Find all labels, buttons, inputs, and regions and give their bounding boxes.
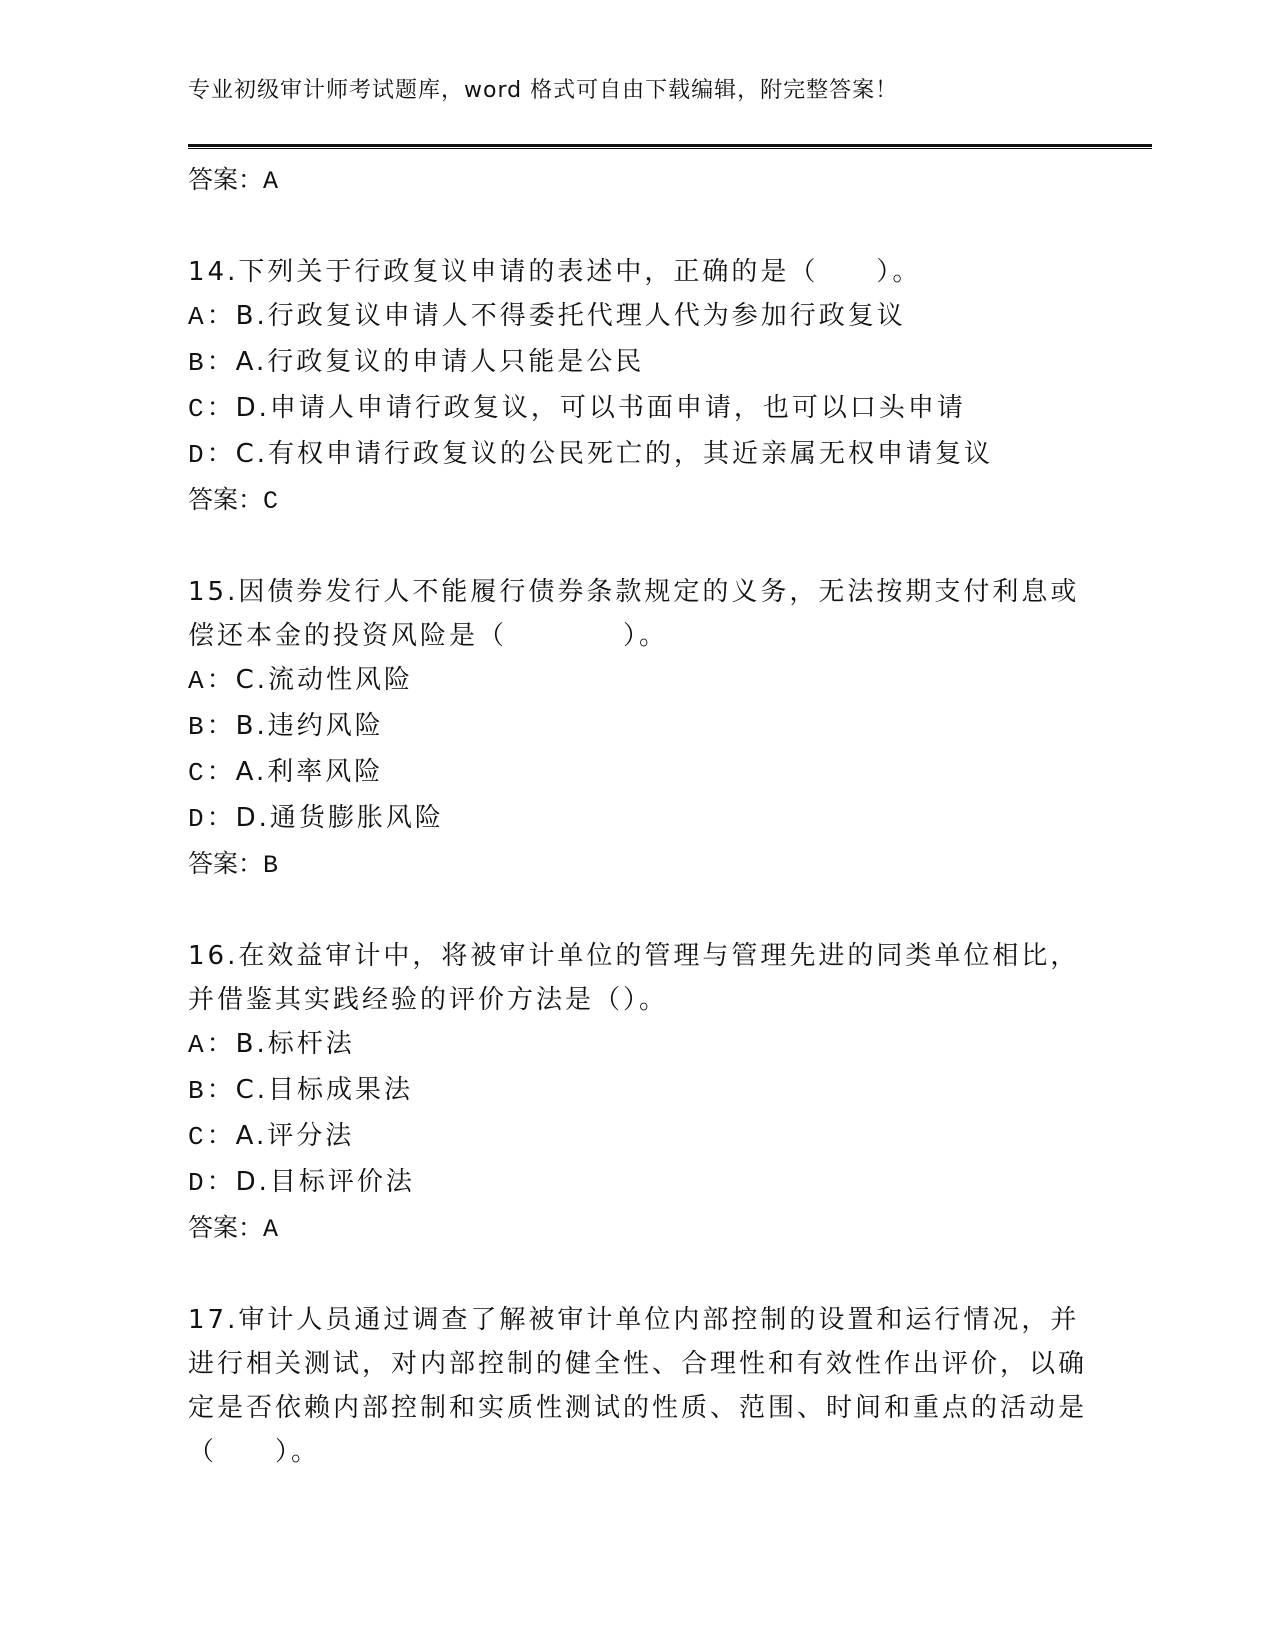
option-d	[188, 432, 1088, 478]
option-text: A.评分法	[235, 1121, 355, 1151]
option-text: A.行政复议的申请人只能是公民	[235, 347, 645, 377]
option-text: D.通货膨胀风险	[235, 803, 444, 833]
option-a	[188, 294, 1088, 340]
page-header-text: 专业初级审计师考试题库，word 格式可自由下载编辑，附完整答案！	[188, 78, 899, 103]
question-17	[188, 1298, 1088, 1474]
question-14	[188, 250, 1088, 522]
option-letter: C：	[188, 758, 236, 788]
option-text: D.目标评价法	[235, 1167, 415, 1197]
question-15	[188, 570, 1088, 886]
answer-value: B	[263, 851, 279, 880]
option-b	[188, 704, 1088, 750]
header-divider	[188, 144, 1152, 149]
option-text: A.利率风险	[235, 757, 384, 787]
option-letter: A：	[188, 302, 236, 332]
question-stem: 17.审计人员通过调查了解被审计单位内部控制的设置和运行情况，并进行相关测试，对内部控制的健全性、合理性和有效性作出评价，以确定是否依赖内部控制和实质性测试的性质、范围、时间和重点的活动是（ ）。	[188, 1305, 1088, 1467]
option-letter: C：	[188, 394, 236, 424]
answer-label: 答案：	[188, 485, 264, 514]
answer-line	[188, 842, 1088, 886]
option-d	[188, 796, 1088, 842]
question-stem: 16.在效益审计中，将被审计单位的管理与管理先进的同类单位相比，并借鉴其实践经验的评价方法是（）。	[188, 941, 1080, 1015]
option-c	[188, 750, 1088, 796]
option-a	[188, 1022, 1088, 1068]
answer-value: C	[263, 487, 279, 516]
document-body	[188, 158, 1088, 1474]
option-text: B.行政复议申请人不得委托代理人代为参加行政复议	[235, 301, 906, 331]
option-letter: A：	[188, 666, 236, 696]
option-letter: D：	[188, 440, 236, 470]
answer-line	[188, 1206, 1088, 1250]
option-text: D.申请人申请行政复议，可以书面申请，也可以口头申请	[235, 393, 966, 423]
answer-label: 答案：	[188, 1213, 264, 1242]
option-c	[188, 386, 1088, 432]
option-text: C.目标成果法	[235, 1075, 414, 1105]
option-b	[188, 340, 1088, 386]
option-letter: D：	[188, 804, 236, 834]
option-text: B.标杆法	[235, 1029, 355, 1059]
option-text: C.有权申请行政复议的公民死亡的，其近亲属无权申请复议	[235, 439, 994, 469]
answer-line	[188, 478, 1088, 522]
question-16	[188, 934, 1088, 1250]
answer-label: 答案：	[188, 165, 264, 194]
option-text: C.流动性风险	[235, 665, 414, 695]
answer-value: A	[263, 167, 279, 196]
answer-label: 答案：	[188, 849, 264, 878]
option-letter: B：	[188, 348, 236, 378]
question-stem: 14.下列关于行政复议申请的表述中，正确的是（ ）。	[188, 257, 922, 287]
option-letter: B：	[188, 1076, 236, 1106]
option-c	[188, 1114, 1088, 1160]
option-letter: B：	[188, 712, 236, 742]
option-letter: A：	[188, 1030, 236, 1060]
option-d	[188, 1160, 1088, 1206]
question-stem: 15.因债券发行人不能履行债券条款规定的义务，无法按期支付利息或偿还本金的投资风险是（ ）。	[188, 577, 1080, 651]
answer-value: A	[263, 1215, 279, 1244]
option-letter: D：	[188, 1168, 236, 1198]
option-a	[188, 658, 1088, 704]
option-text: B.违约风险	[235, 711, 384, 741]
option-letter: C：	[188, 1122, 236, 1152]
option-b	[188, 1068, 1088, 1114]
answer-line	[188, 158, 1088, 202]
